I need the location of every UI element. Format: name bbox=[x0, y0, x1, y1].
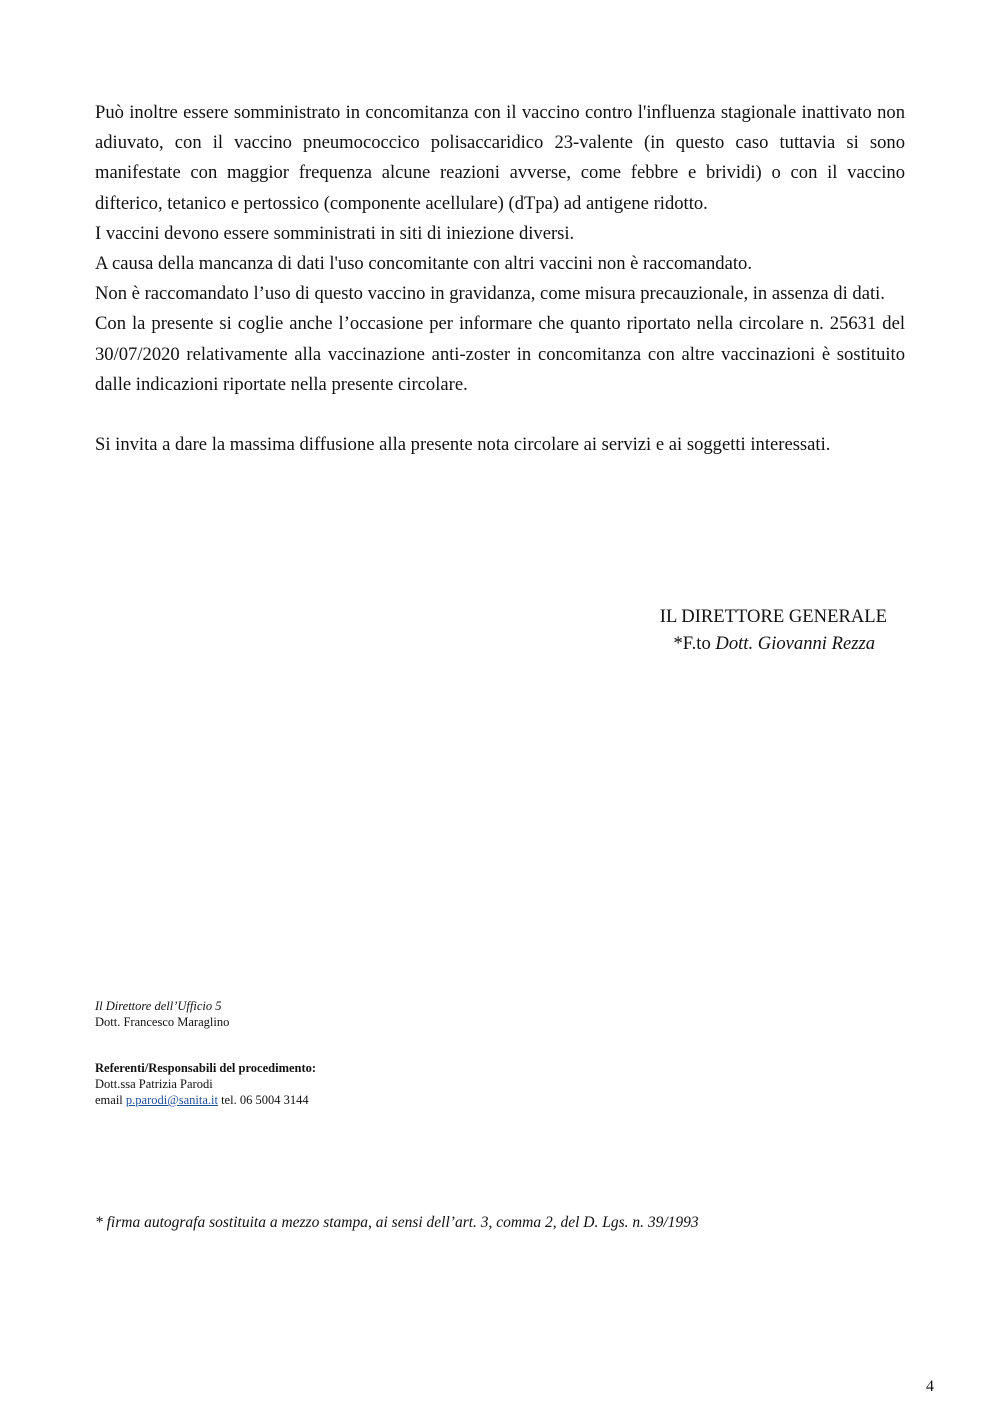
office-role: Il Direttore dell’Ufficio 5 bbox=[95, 999, 222, 1013]
signature-name: Dott. Giovanni Rezza bbox=[715, 633, 875, 654]
office-director-block bbox=[95, 998, 229, 1030]
signature-prefix: *F.to bbox=[673, 633, 716, 654]
paragraph-pregnancy: Non è raccomandato l’uso di questo vaccino in gravidanza, come misura precauzionale, in assenza di dati. bbox=[95, 283, 885, 305]
signature-line bbox=[600, 630, 887, 657]
page-number: 4 bbox=[926, 1378, 934, 1395]
email-label: email bbox=[95, 1093, 126, 1107]
referents-contact bbox=[95, 1092, 316, 1108]
body-text bbox=[95, 98, 905, 460]
referents-name: Dott.ssa Patrizia Parodi bbox=[95, 1077, 213, 1091]
paragraph-diffusion: Si invita a dare la massima diffusione alla presente nota circolare ai servizi e ai soggetti interessati. bbox=[95, 434, 831, 456]
referents-heading: Referenti/Responsabili del procedimento: bbox=[95, 1061, 317, 1075]
paragraph-spacer bbox=[95, 400, 905, 430]
email-link[interactable]: p.parodi@sanita.it bbox=[125, 1093, 218, 1107]
phone-text: tel. 06 5004 3144 bbox=[217, 1093, 309, 1107]
referents-block bbox=[95, 1060, 316, 1108]
signature-title: IL DIRETTORE GENERALE bbox=[659, 606, 887, 627]
footnote: * firma autografa sostituita a mezzo stampa, ai sensi dell’art. 3, comma 2, del D. Lgs. n. 39/1993 bbox=[95, 1214, 699, 1231]
paragraph-injection-sites: I vaccini devono essere somministrati in siti di iniezione diversi. bbox=[95, 222, 575, 244]
signature-block bbox=[600, 603, 887, 657]
paragraph-lack-of-data: A causa della mancanza di dati l'uso concomitante con altri vaccini non è raccomandato. bbox=[95, 253, 752, 275]
office-name: Dott. Francesco Maraglino bbox=[95, 1015, 230, 1029]
paragraph-circular-update: Con la presente si coglie anche l’occasione per informare che quanto riportato nella circolare n. 25631 del 30/07/2020 relativamente alla vaccinazione anti-zoster in concomitanza con altre vaccinazioni è sostituito dalle indicazioni riportate nella presente circolare. bbox=[95, 313, 905, 395]
paragraph-concomitant-vaccines: Può inoltre essere somministrato in concomitanza con il vaccino contro l'influenza stagionale inattivato non adiuvato, con il vaccino pneumococcico polisaccaridico 23-valente (in questo caso tuttavia si sono manifestate con maggior frequenza alcune reazioni avverse, come febbre e brividi) o con il vaccino difterico, tetanico e pertossico (componente acellulare) (dTpa) ad antigene ridotto. bbox=[95, 102, 905, 214]
